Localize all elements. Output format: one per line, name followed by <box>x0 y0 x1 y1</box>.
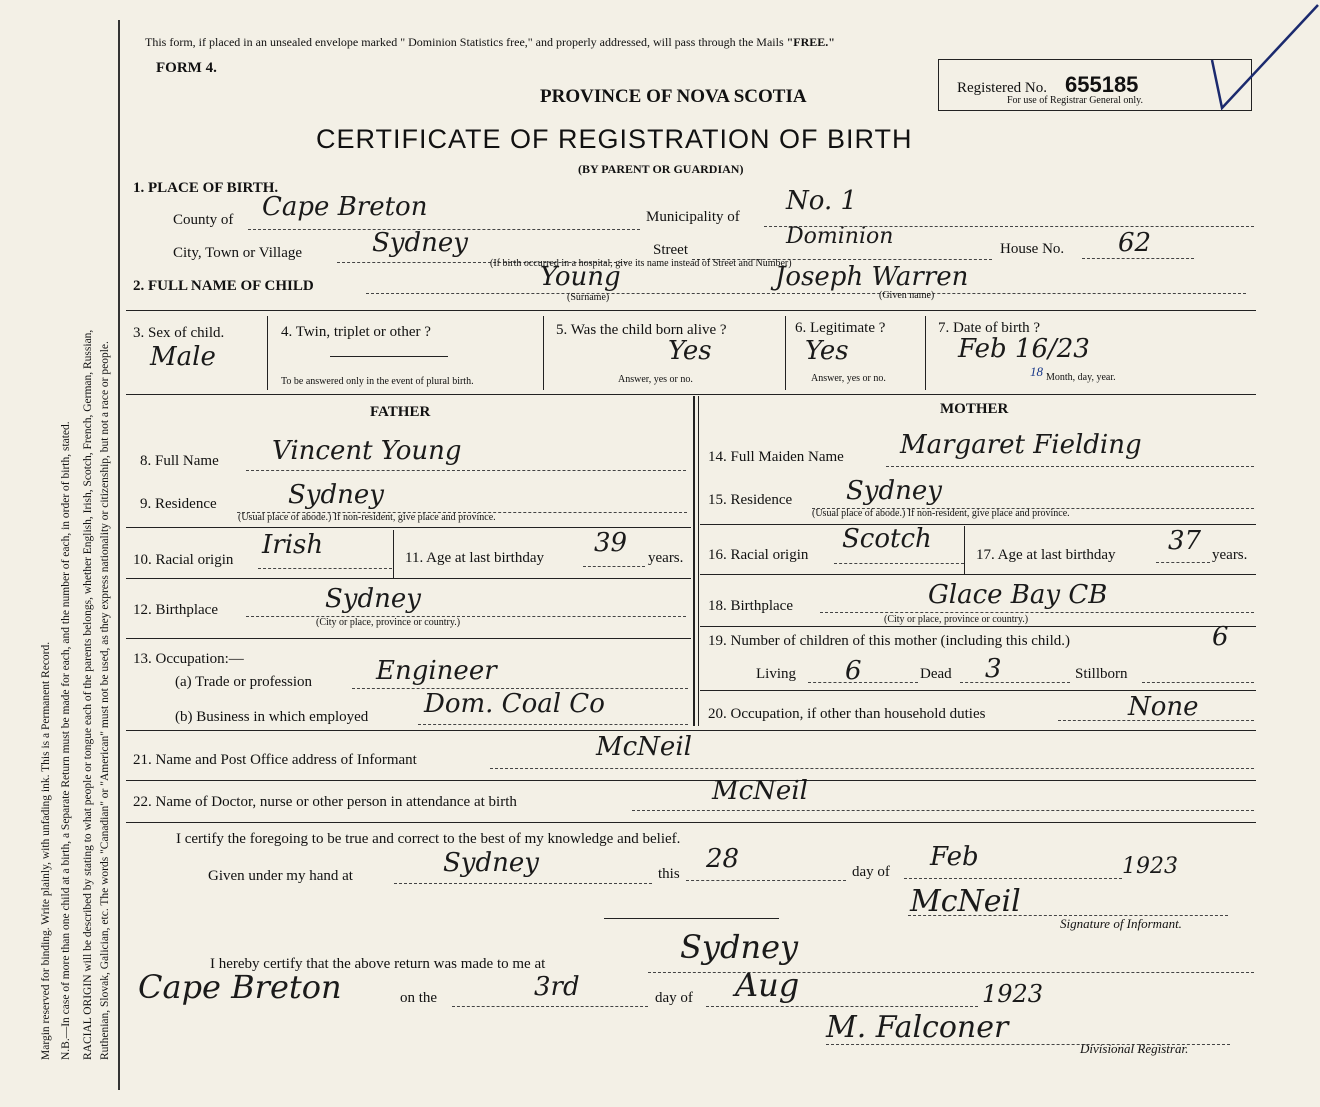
informant-signature-label: Signature of Informant. <box>1060 916 1182 931</box>
county-label: County of <box>173 212 234 228</box>
dead-value: 3 <box>985 654 1002 684</box>
twin-label: 4. Twin, triplet or other ? <box>281 324 431 340</box>
hereby-text: I hereby certify that the above return was made to me at <box>210 956 546 972</box>
father-occupation-label: 13. Occupation:— <box>133 651 244 667</box>
alive-note: Answer, yes or no. <box>618 374 693 385</box>
father-age-label: 11. Age at last birthday <box>405 550 544 566</box>
mother-residence-note: (Usual place of abode.) If non-resident, give place and province. <box>812 508 1070 519</box>
check-mark-icon <box>1190 0 1320 115</box>
child-given-name: Joseph Warren <box>775 262 969 292</box>
child-surname: Young <box>540 262 621 292</box>
given-dayof-label: day of <box>852 864 890 880</box>
alive-value: Yes <box>668 336 712 366</box>
father-birthplace-note: (City or place, province or country.) <box>316 617 461 628</box>
form-number: FORM 4. <box>156 60 217 76</box>
city-value: Sydney <box>372 228 468 258</box>
registrar-note: For use of Registrar General only. <box>1007 95 1143 106</box>
registrar-signature: M. Falconer <box>826 1010 1009 1045</box>
given-under-label: Given under my hand at <box>208 868 353 884</box>
twin-note: To be answered only in the event of plural birth. <box>281 376 474 387</box>
mother-age-unit: years. <box>1212 547 1248 563</box>
informant-label: 21. Name and Post Office address of Informant <box>133 752 417 768</box>
given-month: Feb <box>930 842 979 872</box>
father-trade-value: Engineer <box>376 656 497 686</box>
dob-note: Month, day, year. <box>1046 372 1116 383</box>
mother-name-value: Margaret Fielding <box>900 430 1142 460</box>
given-day: 28 <box>706 844 740 874</box>
sex-value: Male <box>150 342 216 372</box>
father-birthplace-value: Sydney <box>325 584 421 614</box>
mother-occupation-value: None <box>1128 692 1199 722</box>
county-value: Cape Breton <box>262 192 428 222</box>
this-label: this <box>658 866 680 882</box>
mother-name-label: 14. Full Maiden Name <box>708 449 844 465</box>
margin-instructions-4: Ruthenian, Slovak, Galician, etc. The words "Canadian" or "American" must not be used, as they express nationality or citizenship, but not a race or people. <box>99 341 111 1060</box>
mother-children-label: 19. Number of children of this mother (including this child.) <box>708 633 1071 649</box>
registrar-day: 3rd <box>534 972 580 1002</box>
dob-correction: 18 <box>1030 364 1043 379</box>
registered-label: Registered No. <box>957 80 1047 96</box>
dob-value: Feb 16/23 <box>958 334 1090 364</box>
registrar-month: Aug <box>735 966 800 1004</box>
father-race-label: 10. Racial origin <box>133 552 234 568</box>
informant-signature: McNeil <box>910 884 1021 919</box>
living-value: 6 <box>845 656 862 686</box>
mother-residence-value: Sydney <box>846 476 942 506</box>
city-label: City, Town or Village <box>173 245 303 261</box>
registrar-place: Sydney <box>680 928 799 966</box>
mother-age-value: 37 <box>1168 526 1202 556</box>
mother-residence-label: 15. Residence <box>708 492 793 508</box>
mother-occupation-label: 20. Occupation, if other than household duties <box>708 706 986 722</box>
certificate-subtitle: (BY PARENT OR GUARDIAN) <box>578 162 744 176</box>
living-label: Living <box>756 666 796 682</box>
certificate-title: CERTIFICATE OF REGISTRATION OF BIRTH <box>316 124 913 154</box>
registrar-signature-label: Divisional Registrar. <box>1080 1041 1189 1056</box>
margin-instructions-1: Margin reserved for binding. Write plainly, with unfading ink. This is a Permanent Record. <box>40 641 52 1060</box>
alive-label: 5. Was the child born alive ? <box>556 322 727 338</box>
street-value: Dominion <box>786 224 894 249</box>
dob-label: 7. Date of birth ? <box>938 320 1041 336</box>
street-label: Street <box>653 242 688 258</box>
child-name-label: 2. FULL NAME OF CHILD <box>133 278 314 294</box>
mother-birthplace-note: (City or place, province or country.) <box>884 614 1029 625</box>
legit-value: Yes <box>805 336 849 366</box>
mother-birthplace-value: Glace Bay CB <box>928 580 1108 610</box>
father-age-value: 39 <box>594 528 628 558</box>
father-residence-note: (Usual place of abode.) If non-resident, give place and province. <box>238 512 496 523</box>
doctor-label: 22. Name of Doctor, nurse or other person in attendance at birth <box>133 794 517 810</box>
mailing-notice: This form, if placed in an unsealed envelope marked " Dominion Statistics free," and properly addressed, will pass through the Mails "FREE." <box>145 35 835 49</box>
stillborn-label: Stillborn <box>1075 666 1128 682</box>
house-value: 62 <box>1118 228 1152 258</box>
father-name-label: 8. Full Name <box>140 453 219 469</box>
father-residence-label: 9. Residence <box>140 496 217 512</box>
municipality-value: No. 1 <box>786 186 858 216</box>
province-title: PROVINCE OF NOVA SCOTIA <box>540 86 807 107</box>
margin-instructions-3: RACIAL ORIGIN will be described by stating to what people or tongue each of the parents belongs, whether English, Irish, Scotch, French, German, Russian, <box>82 329 94 1060</box>
father-race-value: Irish <box>262 530 324 560</box>
certify-text: I certify the foregoing to be true and correct to the best of my knowledge and belief. <box>176 831 681 847</box>
legit-label: 6. Legitimate ? <box>795 320 886 336</box>
father-birthplace-label: 12. Birthplace <box>133 602 218 618</box>
registrar-county: Cape Breton <box>138 968 342 1006</box>
house-label: House No. <box>1000 241 1065 257</box>
mother-birthplace-label: 18. Birthplace <box>708 598 793 614</box>
mother-children-value: 6 <box>1212 622 1229 652</box>
given-name-note: (Given name) <box>879 290 935 301</box>
registrar-dayof-label: day of <box>655 990 693 1006</box>
father-business-value: Dom. Coal Co <box>424 689 605 719</box>
father-trade-label: (a) Trade or profession <box>175 674 313 690</box>
father-age-unit: years. <box>648 550 684 566</box>
registered-number: 655185 <box>1065 72 1139 97</box>
surname-note: (Surname) <box>567 292 610 303</box>
informant-value: McNeil <box>596 732 692 762</box>
father-heading: FATHER <box>370 404 431 420</box>
father-name-value: Vincent Young <box>272 436 462 466</box>
father-residence-value: Sydney <box>288 480 384 510</box>
given-year: 1923 <box>1122 854 1178 879</box>
on-the-label: on the <box>400 990 438 1006</box>
mother-age-label: 17. Age at last birthday <box>976 547 1116 563</box>
mother-heading: MOTHER <box>940 401 1009 417</box>
margin-border-line <box>118 20 120 1090</box>
legit-note: Answer, yes or no. <box>811 373 886 384</box>
mother-race-value: Scotch <box>842 524 932 554</box>
doctor-value: McNeil <box>712 776 808 806</box>
place-of-birth-heading: 1. PLACE OF BIRTH. <box>133 180 279 196</box>
municipality-label: Municipality of <box>646 209 740 225</box>
registrar-year: 1923 <box>982 980 1044 1008</box>
sex-label: 3. Sex of child. <box>133 325 225 341</box>
dead-label: Dead <box>920 666 952 682</box>
mother-race-label: 16. Racial origin <box>708 547 809 563</box>
margin-instructions-2: N.B.—In case of more than one child at a birth, a Separate Return must be made for each, and the number of each, in order of birth, stated. <box>60 421 72 1060</box>
hospital-note: (If birth occurred in a hospital, give its name instead of Street and Number) <box>490 258 792 269</box>
father-business-label: (b) Business in which employed <box>175 709 369 725</box>
given-place: Sydney <box>443 848 539 878</box>
